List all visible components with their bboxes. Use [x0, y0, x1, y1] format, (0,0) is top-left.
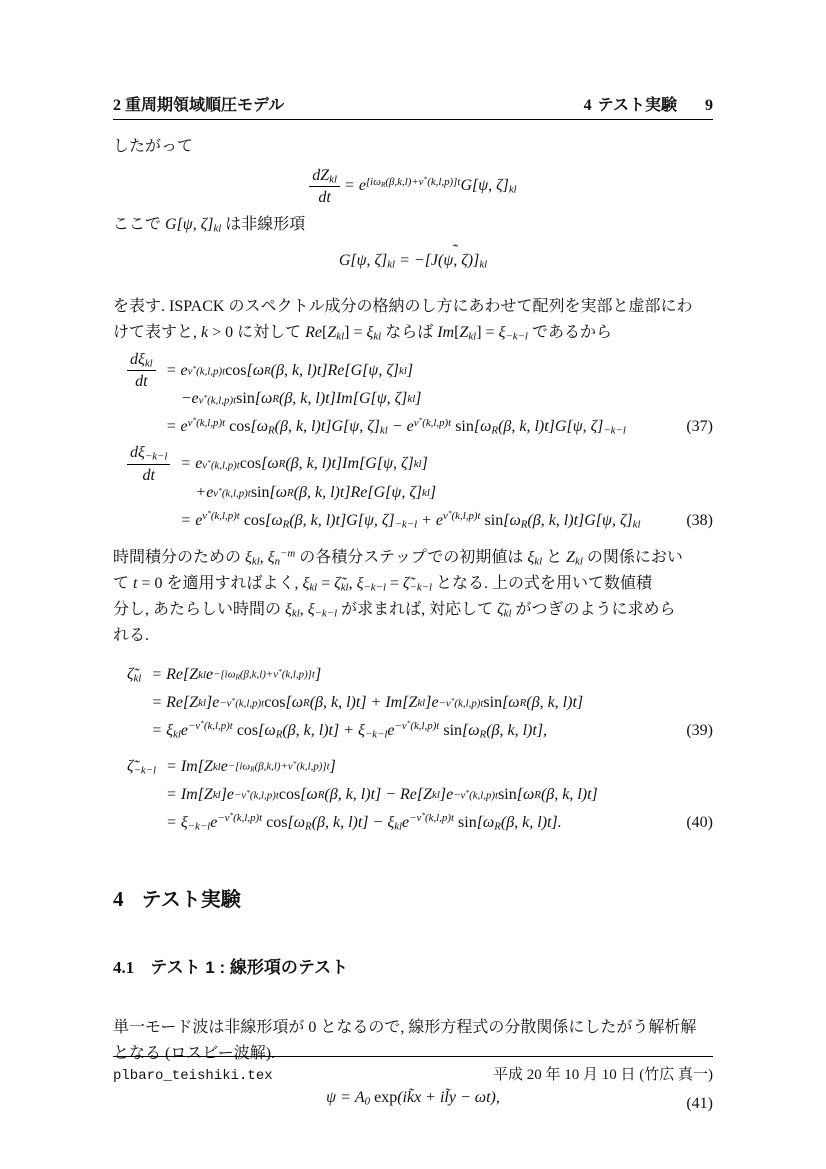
- equation-41: [113, 1089, 713, 1119]
- equation-37-line1: = e ν*(k,l,p)t cos [ω R (β, k, l)t]Re[G[ψ, ζ] kl ]: [165, 361, 414, 379]
- equation-37-lhs: [127, 351, 156, 391]
- equation-39: [113, 661, 713, 745]
- header-rule: [113, 119, 713, 120]
- equation-38-lhs: [127, 444, 170, 484]
- equation-41-body: $\psi = A_0$ exp(ik̃x + il̃y − ωt),: [326, 1088, 500, 1108]
- equation-40-lhs: $\zetã_{-k-l}$: [127, 757, 157, 777]
- equation-dzdt: [113, 167, 713, 207]
- running-header: [113, 92, 713, 115]
- equation-39-line3: = $\xi_{kl}e^{-\nu^*(k,l,p)t}$ $\cos[\omega_R(\beta$, k, $l)t] + \xi_{-k-l}e^{-\nu^*(k,l,p)t}$ $\sin[\omega_R(\beta$, k, l)t],: [151, 718, 548, 741]
- equation-37-label: (37): [686, 418, 713, 436]
- doc-title: 重周期領域順圧モデル: [125, 97, 285, 114]
- section-4-1-title: テスト 1 : 線形項のテスト: [150, 957, 349, 977]
- equation-g: [113, 252, 713, 282]
- equation-37-line3: = $e^{\nu^*(k,l,p)t}$ $\cos[\omega_R(\beta$, k, l)t]G[ψ, $\zeta]_{kl} - e^{\nu^*(k,l,p)t}$ $\sin[\omega_R(\beta$, k, l)t]G[ψ, $\zeta]_{-k-l}$: [165, 415, 626, 438]
- equation-39-lhs: $\zetã_{kl}$: [127, 665, 142, 685]
- section-4-heading: [113, 883, 713, 913]
- paragraph-intro: したがって: [113, 138, 194, 155]
- footer-date-author: 平成 20 年 10 月 10 日 (竹広 真一): [493, 1067, 713, 1083]
- wide-tilde-term: ψ, ζ ˜: [443, 252, 467, 270]
- page-number: 9: [705, 97, 713, 114]
- paragraph-time-integration: 時間積分のための $\xi_{kl}$, $\xi_n^{-m}$ の各積分ステップでの初期値は $\xi_{kl}$ と $Z_{kl}$ の関係におい て t = 0 を適用すればよく, $\xi_{kl}$ = $\zetã_{kl}$, $\xi_{-k-l}$ = $\zetã_{-k-l}$ となる. 上の式を用いて数値積 分し, あたらしい時間の $\xi_{kl}$, $\xi_{-k-l}$ が求まれば, 対応して $\zetã_{kl}$ がつぎのように求めら れる.: [113, 547, 683, 644]
- page-content: [113, 0, 713, 1129]
- page-footer: [113, 1056, 713, 1084]
- fraction-denominator: dt: [135, 373, 148, 391]
- header-right: [584, 92, 713, 115]
- equation-40-label: (40): [686, 813, 713, 831]
- equation-g-left: G[ψ, $\zeta]_{kl} = -[J$(: [338, 252, 444, 271]
- fraction-dzdt: [309, 166, 340, 207]
- header-left: [113, 92, 284, 115]
- paragraph-single-mode: 単一モード波は非線形項が 0 となるので, 線形方程式の分散関係にしたがう解析解 となる (ロスビー波解).: [113, 1018, 697, 1062]
- equation-39-line2: = Re[Z kl ]e −ν*(k,l,p)t cos [ω R (β, k, l)t] + Im[Z kl ]e −ν*(k,l,p)t sin [ω R (β, k, l)t]: [151, 693, 584, 711]
- fraction-numerator: $d\xi_{-k-l}$: [127, 443, 170, 464]
- equation-40-line3: = $\xi_{-k-l}e^{-\nu^*(k,l,p)t}$ $\cos[\omega_R(\beta$, k, $l)t] - \xi_{kl}e^{-\nu^*(k,l,p)t}$ $\sin[\omega_R(\beta$, k, l)t].: [166, 810, 562, 833]
- header-section-title: テスト実験: [597, 97, 677, 114]
- section-4-number: 4: [113, 886, 124, 911]
- paragraph-nonlinear: ここで G[ψ, $\zeta]_{kl}$ は非線形項: [113, 216, 306, 235]
- fraction-denominator: dt: [142, 466, 155, 484]
- fraction-numerator: $d\xi_{kl}$: [127, 350, 156, 371]
- section-4-title: テスト実験: [141, 888, 241, 911]
- equation-40: [113, 753, 713, 837]
- header-section-number: 4: [583, 97, 592, 114]
- equation-38-label: (38): [686, 511, 713, 529]
- equation-g-right: )]$_{kl}$: [467, 252, 488, 271]
- equation-40-line2: = Im[Z kl ]e −ν*(k,l,p)t cos [ω R (β, k, l)t] − Re[Z kl ]e −ν*(k,l,p)t sin [ω R (β, k, l)t]: [166, 785, 598, 803]
- equation-38-line1: = e ν*(k,l,p)t cos [ω R (β, k, l)t]Im[G[ψ, ζ] kl ]: [180, 455, 428, 473]
- equation-dzdt-rhs: = $e^{[i\omega_R(\beta,k,l)+\nu^*(k,l,p)]t}G[\psi$, $\zeta]_{kl}$: [344, 174, 517, 197]
- equation-40-line1: = Im[Z kl e $-[i\omega_R(\beta,k,l)+\nu^*(k,l,p)]t$ ]: [166, 757, 336, 775]
- footer-rule: [113, 1056, 713, 1057]
- fraction-denominator: dt: [318, 189, 331, 207]
- doc-number: 2: [113, 97, 121, 114]
- equation-37-line2: −e ν*(k,l,p)t sin [ω R (β, k, l)t]Im[G[ψ, ζ] kl ]: [180, 390, 422, 408]
- paragraph-ispack: を表す. ISPACK のスペクトル成分の格納のし方にあわせて配列を実部と虚部にわ けて表すと, k > 0 に対して $Re[Z_{kl}] = \xi_{kl}$ ならば $Im[Z_{kl}] = \xi_{-k-l}$ であるから: [113, 298, 693, 343]
- equation-39-line1: = Re[Z kl e $-[i\omega_R(\beta,k,l)+\nu^*(k,l,p)]t$ ]: [151, 665, 322, 683]
- equation-41-label: (41): [686, 1094, 713, 1112]
- equation-38-line3: = $e^{\nu^*(k,l,p)t}$ $\cos[\omega_R(\beta$, k, l)t]G[ψ, $\zeta]_{-k-l} + e^{\nu^*(k,l,p)t}$ $\sin[\omega_R(\beta$, k, l)t]G[ψ, $\zeta]_{kl}$: [180, 508, 641, 531]
- equation-38-line2: +e ν*(k,l,p)t sin [ω R (β, k, l)t]Re[G[ψ, ζ] kl ]: [195, 483, 437, 501]
- equation-37: [113, 351, 713, 441]
- equation-38: [113, 444, 713, 534]
- equation-39-label: (39): [686, 721, 713, 739]
- section-4-1-number: 4.1: [113, 957, 135, 977]
- fraction-numerator: $dZ_{kl}$: [309, 166, 340, 187]
- footer-filename: plbaro_teishiki.tex: [113, 1068, 273, 1084]
- section-4-1-heading: [113, 953, 713, 979]
